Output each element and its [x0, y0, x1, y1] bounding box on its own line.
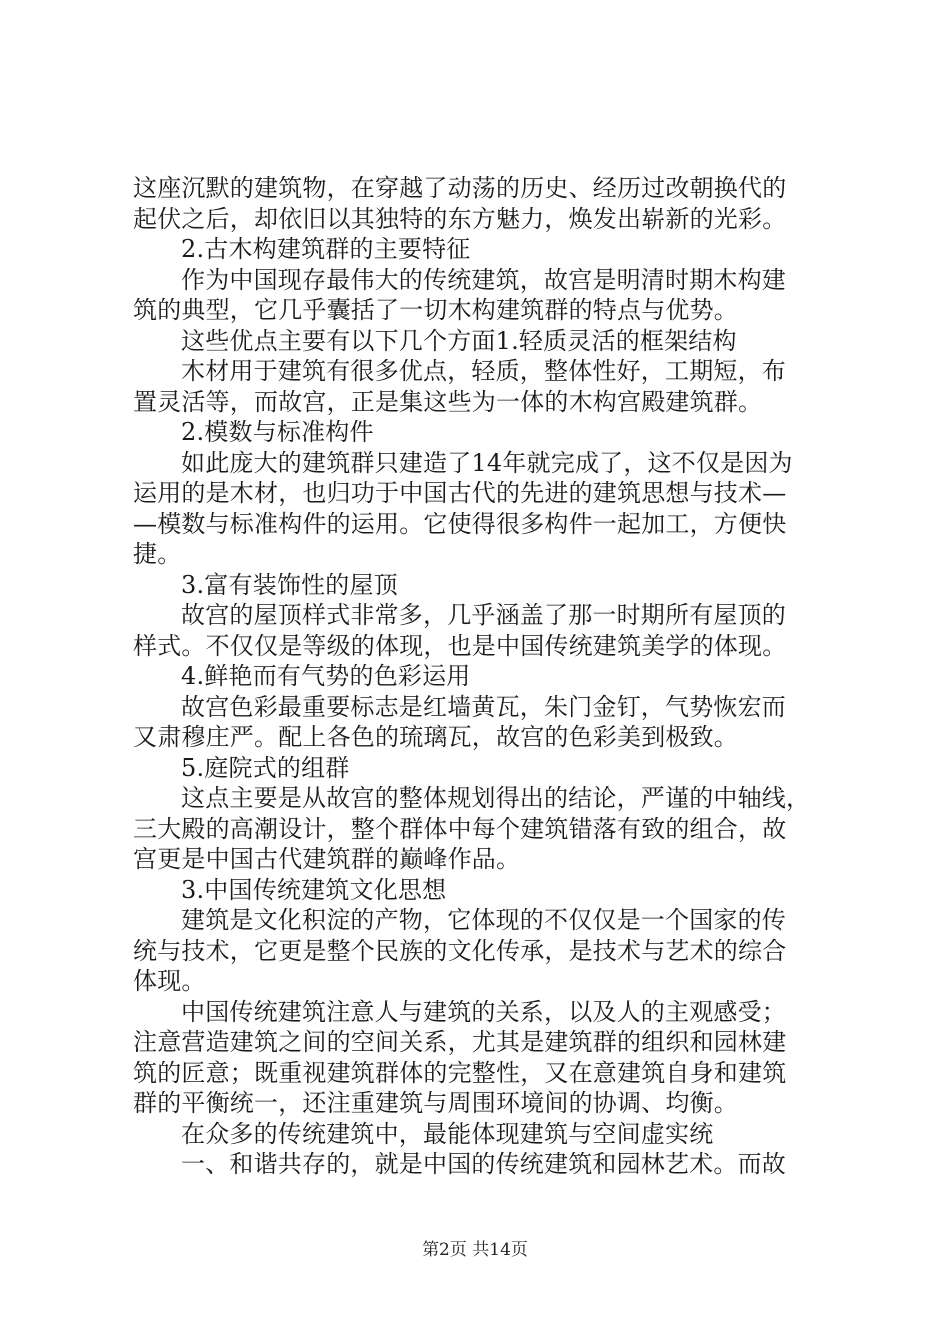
text-line: 宫更是中国古代建筑群的巅峰作品。 [133, 845, 521, 873]
text-line: 群的平衡统一，还注重建筑与周围环境间的协调、均衡。 [133, 1089, 738, 1117]
text-line: 4.鲜艳而有气势的色彩运用 [181, 662, 471, 690]
text-line: 3.富有装饰性的屋顶 [181, 570, 398, 599]
text-line: 筑的典型，它几乎囊括了一切木构建筑群的特点与优势。 [133, 296, 738, 324]
text-line: 注意营造建筑之间的空间关系，尤其是建筑群的组织和园林建 [133, 1028, 787, 1056]
text-line: 在众多的传统建筑中，最能体现建筑与空间虚实统 [181, 1119, 714, 1148]
text-line: 2.古木构建筑群的主要特征 [181, 235, 471, 263]
text-line: 体现。 [133, 967, 206, 995]
text-line: 如此庞大的建筑群只建造了14年就完成了，这不仅是因为 [181, 448, 793, 477]
text-line: 样式。不仅仅是等级的体现，也是中国传统建筑美学的体现。 [133, 631, 787, 660]
text-line: 木材用于建筑有很多优点，轻质，整体性好，工期短，布 [181, 357, 786, 385]
text-line: 运用的是木材，也归功于中国古代的先进的建筑思想与技术— [133, 479, 787, 507]
text-line: 统与技术，它更是整个民族的文化传承，是技术与艺术的综合 [133, 936, 787, 965]
text-line: 三大殿的高潮设计，整个群体中每个建筑错落有致的组合，故 [133, 814, 787, 843]
text-line: 捷。 [133, 540, 182, 568]
text-line: 一、和谐共存的，就是中国的传统建筑和园林艺术。而故 [181, 1150, 786, 1178]
text-line: 3.中国传统建筑文化思想 [181, 875, 447, 904]
page-footer: 第2页 共14页 [422, 1240, 528, 1260]
text-line: 故宫的屋顶样式非常多，几乎涵盖了那一时期所有屋顶的 [181, 601, 786, 629]
text-line: —模数与标准构件的运用。它使得很多构件一起加工，方便快 [133, 509, 787, 538]
text-line: 又肃穆庄严。配上各色的琉璃瓦，故宫的色彩美到极致。 [133, 723, 738, 751]
text-line: 中国传统建筑注意人与建筑的关系，以及人的主观感受； [181, 997, 786, 1026]
text-line: 故宫色彩最重要标志是红墙黄瓦，朱门金钉，气势恢宏而 [181, 692, 786, 721]
text-line: 这点主要是从故宫的整体规划得出的结论，严谨的中轴线， [181, 784, 811, 812]
text-line: 2.模数与标准构件 [181, 418, 374, 446]
text-line: 5.庭院式的组群 [181, 753, 350, 782]
text-line: 作为中国现存最伟大的传统建筑，故宫是明清时期木构建 [181, 265, 786, 294]
text-line: 筑的匠意；既重视建筑群体的完整性，又在意建筑自身和建筑 [133, 1058, 787, 1087]
text-line: 建筑是文化积淀的产物，它体现的不仅仅是一个国家的传 [181, 906, 786, 934]
text-line: 起伏之后，却依旧以其独特的东方魅力，焕发出崭新的光彩。 [133, 204, 787, 233]
text-line: 置灵活等，而故宫，正是集这些为一体的木构宫殿建筑群。 [133, 387, 763, 416]
text-line: 这座沉默的建筑物，在穿越了动荡的历史、经历过改朝换代的 [133, 174, 787, 202]
text-line: 这些优点主要有以下几个方面1.轻质灵活的框架结构 [181, 326, 737, 355]
body-text [133, 173, 833, 1180]
